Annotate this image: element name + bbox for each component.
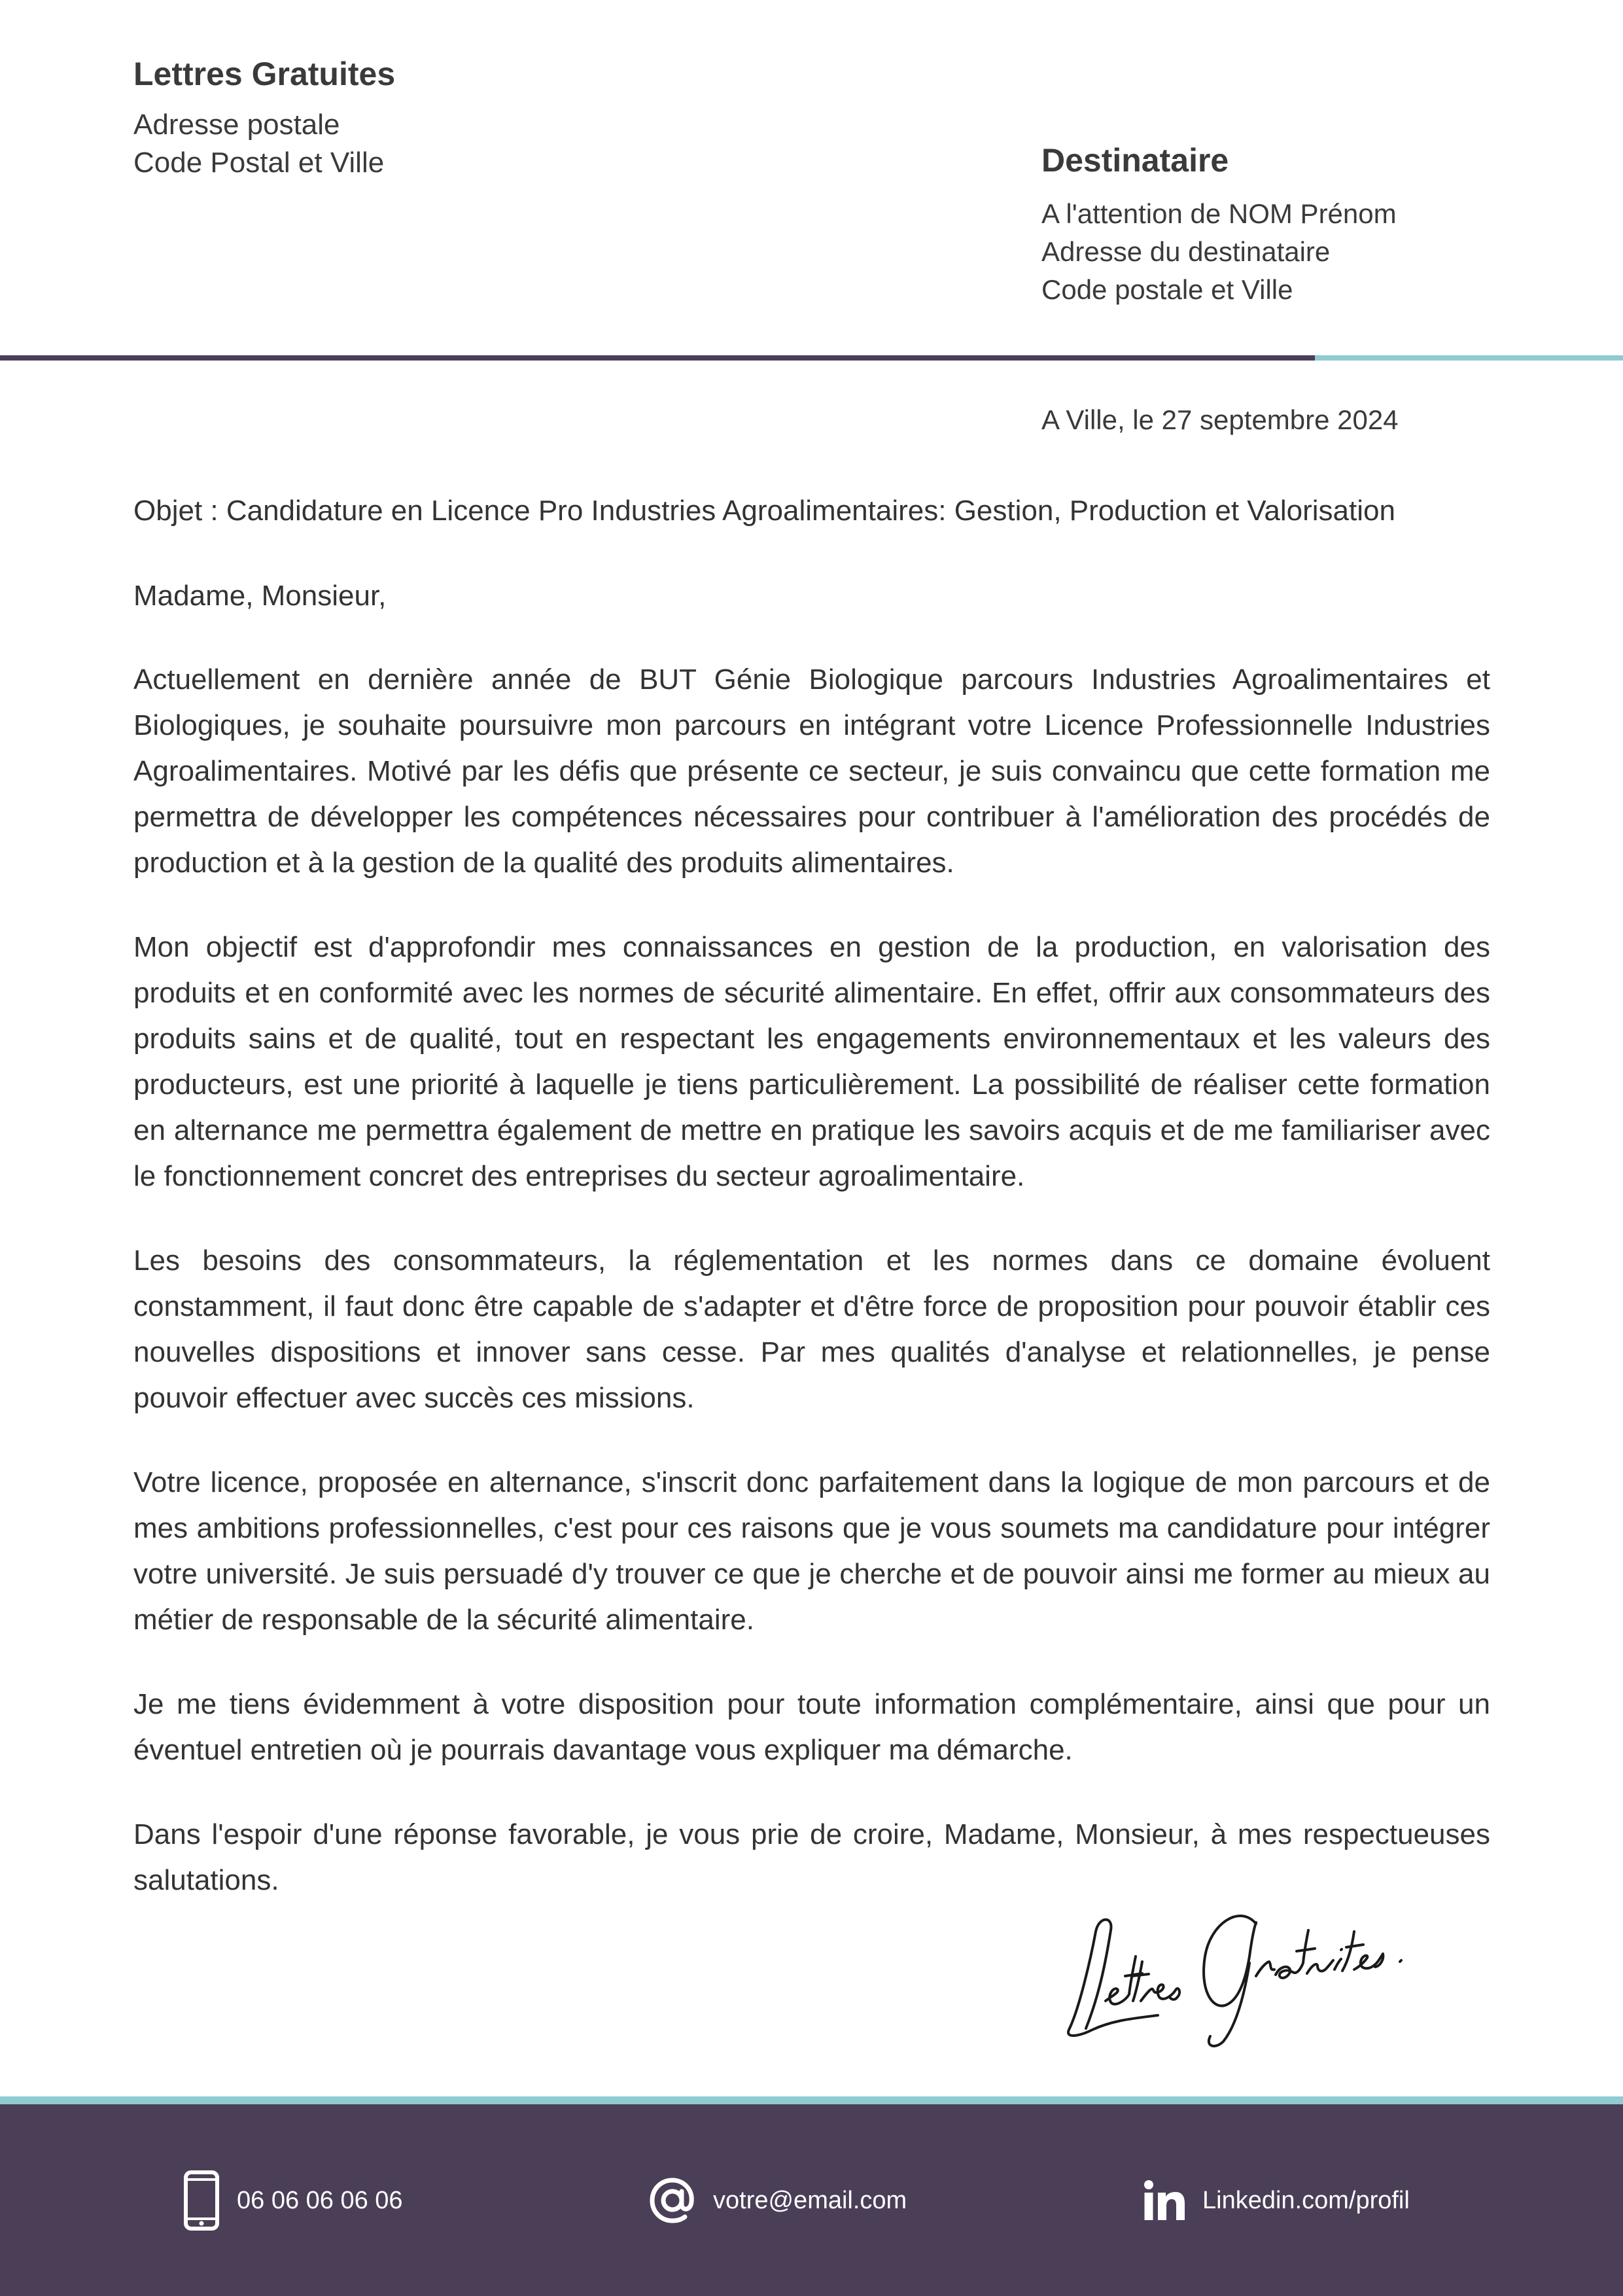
sender-city: Code Postal et Ville [133, 147, 385, 179]
body-paragraph: Je me tiens évidemment à votre disposition pour toute information complémentaire, ainsi que pour un éventuel entretien où je pourrais davantage vous expliquer ma démarche. [133, 1688, 1490, 1766]
sender-block [133, 51, 722, 182]
footer [0, 2104, 1623, 2296]
phone-icon [183, 2170, 220, 2231]
body-paragraph: Mon objectif est d'approfondir mes connaissances en gestion de la production, en valorisation des produits et en conformité avec les normes de sécurité alimentaire. En effet, offrir aux consommateurs des produits sains et de qualité, tout en respectant les engagements environnementaux et les valeurs des producteurs, est une priorité à laquelle je tiens particulièrement. La possibilité de réaliser cette formation en alternance me permettra également de mettre en pratique les savoirs acquis et de me familiariser avec le fonctionnement concret des entreprises du secteur agroalimentaire. [133, 931, 1490, 1192]
phone-number[interactable]: 06 06 06 06 06 [237, 2186, 403, 2214]
letter-date: A Ville, le 27 septembre 2024 [1041, 404, 1399, 435]
linkedin-icon [1143, 2180, 1185, 2221]
sender-address: Adresse postale [133, 109, 340, 141]
linkedin-url[interactable]: Linkedin.com/profil [1202, 2186, 1410, 2214]
header-divider-light [1315, 355, 1623, 361]
letter-subject: Objet : Candidature en Licence Pro Industries Agroalimentaires: Gestion, Production et Valorisation [133, 495, 1395, 527]
body-paragraph: Actuellement en dernière année de BUT Génie Biologique parcours Industries Agroalimentaires et Biologiques, je souhaite poursuivre mon parcours en intégrant votre Licence Professionnelle Industries Agroalimentaires. Motivé par les défis que présente ce secteur, je suis convaincu que cette formation me permettra de développer les compétences nécessaires pour contribuer à l'amélioration des procédés de production et à la gestion de la qualité des produits alimentaires. [133, 663, 1490, 879]
letter-body [133, 657, 1490, 1942]
sender-name: Lettres Gratuites [133, 56, 396, 92]
recipient-address: Adresse du destinataire [1041, 236, 1331, 267]
body-paragraph: Dans l'espoir d'une réponse favorable, je vous prie de croire, Madame, Monsieur, à mes respectueuses salutations. [133, 1818, 1490, 1896]
recipient-attention: A l'attention de NOM Prénom [1041, 198, 1397, 229]
email-address[interactable]: votre@email.com [713, 2186, 907, 2214]
footer-linkedin [1143, 2104, 1410, 2296]
recipient-title: Destinataire [1041, 142, 1229, 179]
header-divider-dark [0, 355, 1315, 361]
body-paragraph: Votre licence, proposée en alternance, s'inscrit donc parfaitement dans la logique de mon parcours et de mes ambitions professionnelles, c'est pour ces raisons que je vous soumets ma candidature pour intégrer votre université. Je suis persuadé d'y trouver ce que je cherche et de pouvoir ainsi me former au mieux au métier de responsable de la sécurité alimentaire. [133, 1466, 1490, 1636]
recipient-block [1041, 137, 1578, 309]
footer-email [649, 2104, 907, 2296]
footer-phone [183, 2104, 403, 2296]
letter-greeting: Madame, Monsieur, [133, 580, 387, 612]
at-sign-icon [649, 2177, 696, 2224]
recipient-city: Code postale et Ville [1041, 274, 1293, 305]
footer-divider-light [0, 2096, 1623, 2104]
signature [1060, 1884, 1433, 2055]
body-paragraph: Les besoins des consommateurs, la réglementation et les normes dans ce domaine évoluent constamment, il faut donc être capable de s'adapter et d'être force de proposition pour pouvoir établir ces nouvelles dispositions et innover sans cesse. Par mes qualités d'analyse et relationnelles, je pense pouvoir effectuer avec succès ces missions. [133, 1245, 1490, 1414]
